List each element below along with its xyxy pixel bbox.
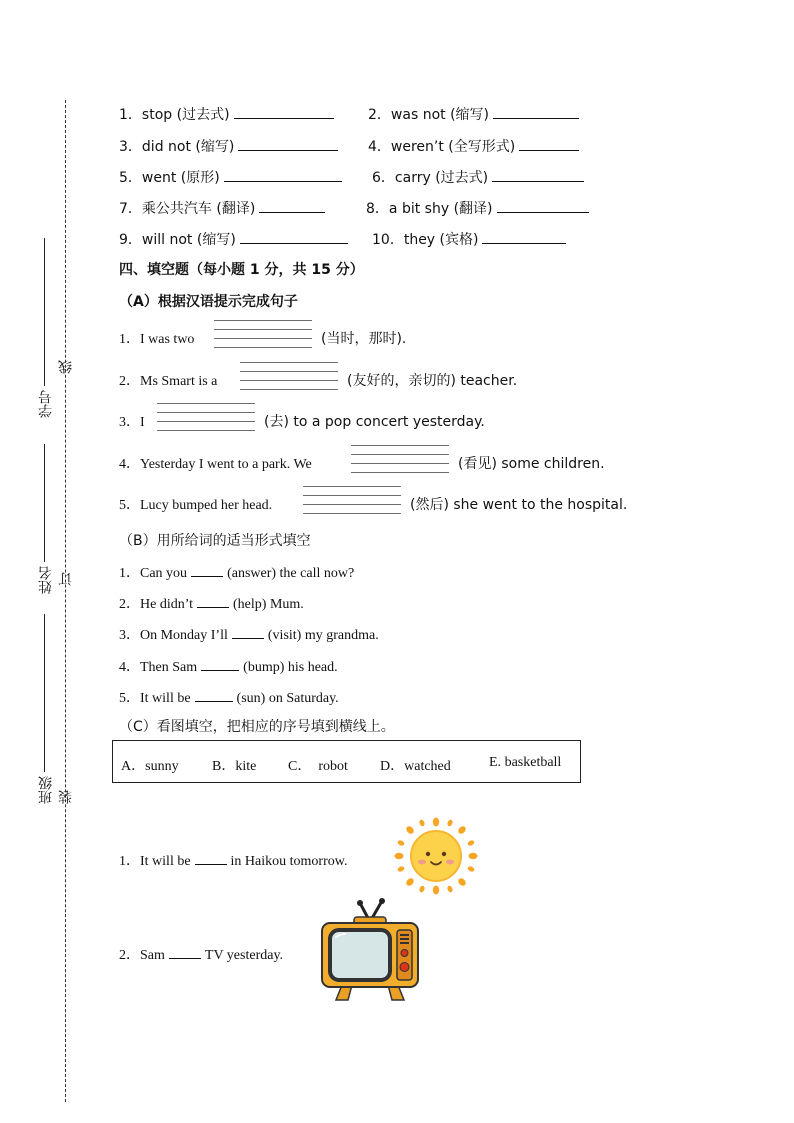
word-bank-option: C． robot bbox=[288, 759, 348, 774]
question-row: 1．stop (过去式) bbox=[119, 104, 338, 124]
name-label: 姓名 bbox=[38, 566, 54, 594]
margin-char-ding: 订 bbox=[58, 572, 74, 586]
answer-blank[interactable] bbox=[195, 687, 233, 702]
question-row: 6．carry (过去式) bbox=[372, 167, 588, 187]
word-bank-option: E. basketball bbox=[489, 755, 562, 770]
writing-lines[interactable] bbox=[240, 362, 338, 392]
answer-blank[interactable] bbox=[201, 656, 239, 671]
question-row: 3．did not (缩写) bbox=[119, 136, 342, 156]
answer-blank[interactable] bbox=[519, 136, 579, 151]
part-c-title: （C）看图填空，把相应的序号填到横线上。 bbox=[119, 719, 395, 735]
question-row: 2．Ms Smart is a bbox=[119, 374, 218, 389]
answer-blank[interactable] bbox=[195, 850, 227, 865]
question-row: 10．they (宾格) bbox=[372, 229, 570, 249]
word-bank-option: A．sunny bbox=[121, 759, 179, 774]
answer-blank[interactable] bbox=[259, 198, 325, 213]
binding-dashed-line bbox=[65, 100, 66, 1102]
answer-blank[interactable] bbox=[197, 593, 229, 608]
answer-blank[interactable] bbox=[493, 104, 579, 119]
name-line bbox=[44, 444, 45, 562]
word-bank-option: B．kite bbox=[212, 759, 257, 774]
writing-lines[interactable] bbox=[214, 320, 312, 350]
question-row: 5．Lucy bumped her head. bbox=[119, 498, 273, 513]
answer-blank[interactable] bbox=[234, 104, 334, 119]
question-row: 5．It will be (sun) on Saturday. bbox=[119, 687, 339, 707]
question-row: 5．went (原形) bbox=[119, 167, 346, 187]
answer-blank[interactable] bbox=[497, 198, 589, 213]
tv-icon bbox=[318, 897, 422, 1003]
answer-blank[interactable] bbox=[191, 562, 223, 577]
writing-lines[interactable] bbox=[157, 403, 255, 433]
question-row: 4．weren’t (全写形式) bbox=[368, 136, 583, 156]
answer-blank[interactable] bbox=[238, 136, 338, 151]
class-line bbox=[44, 614, 45, 772]
word-bank-option: D．watched bbox=[380, 759, 451, 774]
student-id-line bbox=[44, 238, 45, 386]
question-row: 3．On Monday I’ll (visit) my grandma. bbox=[119, 624, 379, 644]
question-row: 1．I was two bbox=[119, 332, 195, 347]
question-row: 4．Yesterday I went to a park. We bbox=[119, 457, 312, 472]
part-b-title: （B）用所给词的适当形式填空 bbox=[119, 533, 311, 549]
hint-text: (然后) she went to the hospital. bbox=[410, 497, 628, 513]
question-row: 3．I bbox=[119, 415, 145, 430]
answer-blank[interactable] bbox=[224, 167, 342, 182]
student-id-label: 学号 bbox=[38, 390, 54, 418]
hint-text: (友好的，亲切的) teacher. bbox=[347, 373, 518, 389]
margin-char-xian: 线 bbox=[58, 360, 74, 374]
part-a-title: （A）根据汉语提示完成句子 bbox=[119, 294, 298, 310]
section-title: 四、填空题（每小题 1 分，共 15 分） bbox=[119, 262, 364, 278]
margin-char-zhuang: 装 bbox=[58, 790, 74, 804]
question-row: 1．Can you (answer) the call now? bbox=[119, 562, 354, 582]
question-row: 2．was not (缩写) bbox=[368, 104, 583, 124]
class-label: 班级 bbox=[38, 776, 54, 804]
hint-text: (看见) some children. bbox=[458, 456, 605, 472]
answer-blank[interactable] bbox=[232, 624, 264, 639]
hint-text: (去) to a pop concert yesterday. bbox=[264, 414, 485, 430]
answer-blank[interactable] bbox=[482, 229, 566, 244]
question-row: 4．Then Sam (bump) his head. bbox=[119, 656, 338, 676]
question-row: 2．He didn’t (help) Mum. bbox=[119, 593, 304, 613]
answer-blank[interactable] bbox=[169, 944, 201, 959]
writing-lines[interactable] bbox=[351, 445, 449, 475]
question-row: 9．will not (缩写) bbox=[119, 229, 352, 249]
answer-blank[interactable] bbox=[492, 167, 584, 182]
question-row: 2．Sam TV yesterday. bbox=[119, 944, 283, 964]
question-row: 1．It will be in Haikou tomorrow. bbox=[119, 850, 347, 870]
sun-icon bbox=[394, 817, 478, 895]
answer-blank[interactable] bbox=[240, 229, 348, 244]
question-row: 7．乘公共汽车 (翻译) bbox=[119, 198, 329, 218]
hint-text: (当时，那时). bbox=[321, 331, 407, 347]
writing-lines[interactable] bbox=[303, 486, 401, 516]
question-row: 8．a bit shy (翻译) bbox=[366, 198, 593, 218]
